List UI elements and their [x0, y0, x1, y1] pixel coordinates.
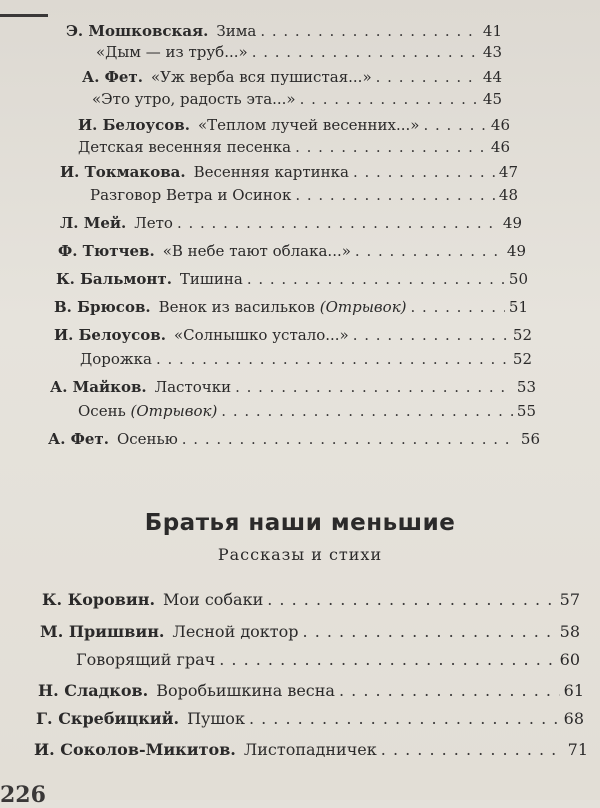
toc-title-text: Венок из васильков [158, 298, 315, 316]
toc-entry [0, 326, 552, 350]
toc-entry [0, 242, 548, 266]
toc-author: И. Белоусов. [54, 326, 166, 344]
page-number: 226 [0, 782, 46, 808]
toc-title: Разговор Ветра и Осинок [90, 186, 292, 204]
toc-title: Осенью [116, 430, 178, 448]
toc-entry [0, 43, 534, 67]
toc-page: 57 [559, 590, 580, 609]
leader-dots [423, 116, 486, 134]
toc-author: Г. Скребицкий. [36, 709, 180, 728]
toc-entry [0, 402, 554, 426]
toc-entry [0, 270, 550, 294]
leader-dots [235, 378, 513, 396]
toc-title: «Теплом лучей весенних...» [197, 116, 420, 134]
toc-title [78, 402, 217, 420]
leader-dots [177, 214, 499, 232]
toc-entry [0, 350, 552, 374]
toc-author: К. Коровин. [42, 590, 156, 609]
toc-page: 53 [516, 378, 536, 396]
toc-entry [0, 68, 534, 92]
toc-note: (Отрывок) [319, 298, 407, 316]
toc-entry [0, 650, 590, 674]
toc-entry [0, 590, 590, 614]
toc-author: В. Брюсов. [54, 298, 151, 316]
toc-entry [0, 90, 534, 114]
toc-entry [0, 709, 592, 733]
toc-page: 48 [498, 186, 518, 204]
toc-entry [0, 378, 554, 402]
toc-page: 56 [520, 430, 540, 448]
leader-dots [339, 681, 560, 700]
leader-dots [295, 138, 487, 156]
toc-title: Пушок [187, 709, 245, 728]
toc-author: И. Соколов-Микитов. [34, 740, 236, 759]
top-rule [0, 0, 48, 17]
toc-title: «Дым — из труб...» [96, 43, 248, 61]
toc-entry [0, 116, 538, 140]
toc-page: 52 [512, 350, 532, 368]
toc-title: Детская весенняя песенка [78, 138, 292, 156]
leader-dots [252, 43, 479, 61]
leader-dots [353, 163, 495, 181]
toc-title: Лето [134, 214, 173, 232]
toc-title: Лесной доктор [172, 622, 299, 641]
leader-dots [295, 186, 495, 204]
toc-page: 45 [482, 90, 502, 108]
toc-title: Дорожка [80, 350, 152, 368]
toc-page: 51 [508, 298, 528, 316]
leader-dots [260, 22, 479, 40]
leader-dots [249, 709, 560, 728]
toc-title: «Солнышко устало...» [173, 326, 349, 344]
toc-author: А. Фет. [82, 68, 143, 86]
toc-author: Н. Сладков. [38, 681, 149, 700]
toc-title: «Это утро, радость эта...» [92, 90, 296, 108]
toc-entry [0, 298, 550, 322]
leader-dots [247, 270, 505, 288]
leader-dots [355, 242, 503, 260]
toc-entry [0, 740, 594, 764]
toc-page: 49 [502, 214, 522, 232]
leader-dots [411, 298, 505, 316]
toc-title [159, 298, 407, 316]
toc-page: 60 [559, 650, 580, 669]
toc-note: (Отрывок) [130, 402, 218, 420]
toc-author: Ф. Тютчев. [58, 242, 155, 260]
toc-entry [0, 138, 538, 162]
toc-page: 46 [490, 116, 510, 134]
toc-title: Весенняя картинка [193, 163, 349, 181]
leader-dots [182, 430, 517, 448]
toc-author: А. Фет. [48, 430, 109, 448]
toc-title: Листопадничек [243, 740, 377, 759]
leader-dots [221, 402, 513, 420]
toc-title: Ласточки [154, 378, 232, 396]
leader-dots [381, 740, 564, 759]
toc-title: Тишина [179, 270, 243, 288]
toc-title: Зима [216, 22, 257, 40]
toc-title: Мои собаки [163, 590, 264, 609]
toc-page: 44 [482, 68, 502, 86]
toc-entry [0, 214, 546, 238]
toc-page: 50 [508, 270, 528, 288]
toc-page: 68 [563, 709, 584, 728]
toc-title-text: Осень [78, 402, 126, 420]
toc-page: 71 [567, 740, 588, 759]
toc-entry [0, 186, 544, 210]
toc-author: А. Майков. [50, 378, 147, 396]
toc-entry [0, 163, 544, 187]
toc-page: 58 [559, 622, 580, 641]
toc-author: Л. Мей. [60, 214, 127, 232]
toc-entry [0, 622, 590, 646]
leader-dots [376, 68, 479, 86]
toc-author: Э. Мошковская. [66, 22, 209, 40]
toc-entry [0, 681, 592, 705]
toc-entry [0, 430, 556, 454]
toc-page: 49 [506, 242, 526, 260]
leader-dots [267, 590, 555, 609]
leader-dots [219, 650, 555, 669]
section-title: Братья наши меньшие [144, 510, 456, 536]
leader-dots [156, 350, 509, 368]
toc-page: 46 [490, 138, 510, 156]
toc-author: И. Белоусов. [78, 116, 190, 134]
toc-page: 52 [512, 326, 532, 344]
section-subtitle: Рассказы и стихи [217, 545, 383, 564]
leader-dots [303, 622, 556, 641]
toc-author: М. Пришвин. [40, 622, 165, 641]
toc-title: Говорящий грач [76, 650, 216, 669]
toc-page: 43 [482, 43, 502, 61]
leader-dots [353, 326, 509, 344]
toc-page: 47 [498, 163, 518, 181]
toc-title: Воробьишкина весна [156, 681, 335, 700]
toc-page: 41 [482, 22, 502, 40]
toc-page: 61 [563, 681, 584, 700]
toc-title: «Уж верба вся пушистая...» [150, 68, 372, 86]
toc-author: К. Бальмонт. [56, 270, 172, 288]
leader-dots [300, 90, 479, 108]
toc-author: И. Токмакова. [60, 163, 186, 181]
toc-page: 55 [516, 402, 536, 420]
toc-title: «В небе тают облака...» [162, 242, 351, 260]
